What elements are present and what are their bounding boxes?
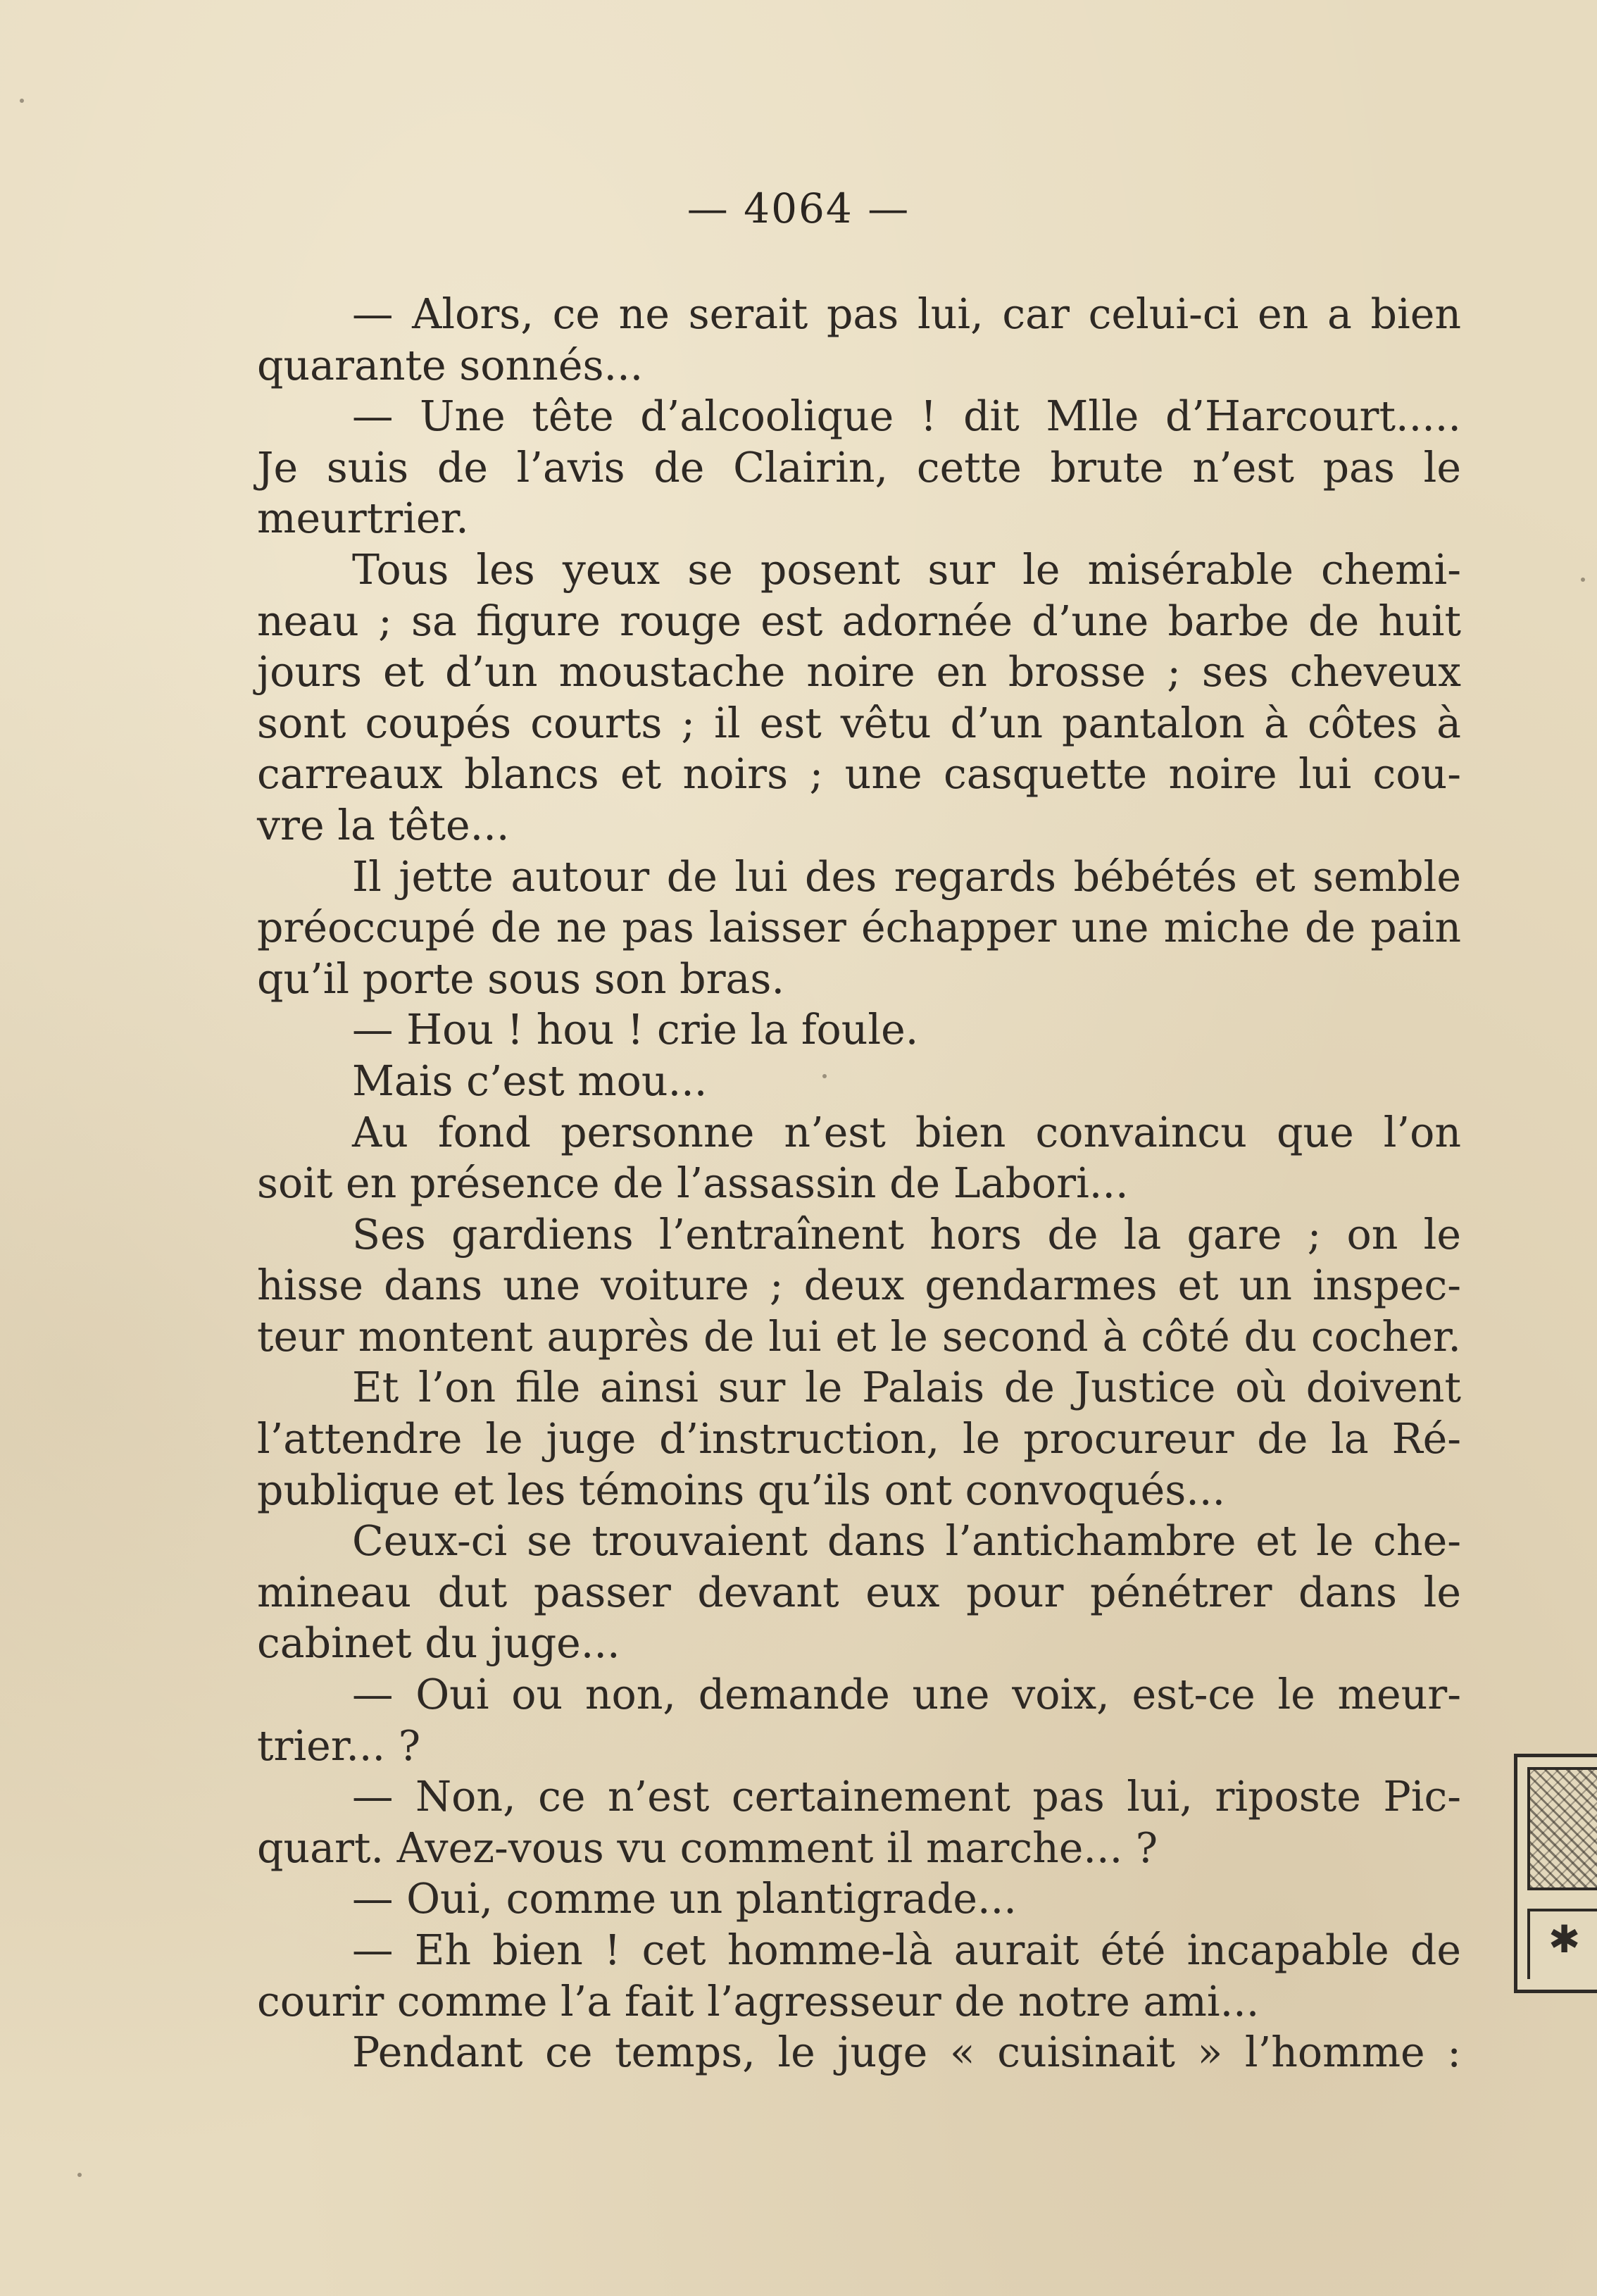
text-line: — Eh bien ! cet homme-là aurait été incapable de	[352, 1926, 1461, 1974]
text-line: Ses gardiens l’entraînent hors de la gare ; on le	[352, 1210, 1461, 1259]
text-line: hisse dans une voiture ; deux gendarmes et un inspec-	[257, 1261, 1461, 1310]
text-line: qu’il porte sous son bras.	[257, 954, 785, 1003]
text-line: — Une tête d’alcoolique ! dit Mlle d’Harcourt.....	[352, 392, 1461, 441]
text-line: Il jette autour de lui des regards bébétés et semble	[352, 852, 1461, 901]
text-line: — Oui ou non, demande une voix, est-ce le meur-	[352, 1671, 1461, 1719]
text-line: Au fond personne n’est bien convaincu que l’on	[352, 1108, 1461, 1156]
paper-speck	[20, 99, 24, 103]
text-line: Tous les yeux se posent sur le misérable chemi-	[352, 545, 1461, 594]
text-line: cabinet du juge...	[257, 1619, 620, 1668]
paper-speck	[822, 1074, 827, 1078]
ornament-stamp	[1514, 1754, 1597, 1993]
text-line: courir comme l’a fait l’agresseur de notre ami...	[257, 1977, 1260, 2026]
text-line: teur montent auprès de lui et le second à côté du cocher.	[257, 1312, 1461, 1361]
text-line: Ceux-ci se trouvaient dans l’antichambre et le che-	[352, 1517, 1461, 1566]
text-line: — Alors, ce ne serait pas lui, car celui-ci en a bien	[352, 290, 1461, 338]
text-line: vre la tête...	[257, 801, 510, 849]
text-line: — Oui, comme un plantigrade...	[352, 1875, 1017, 1923]
text-line: carreaux blancs et noirs ; une casquette noire lui cou-	[257, 750, 1461, 799]
text-line: publique et les témoins qu’ils ont convoqués...	[257, 1466, 1226, 1514]
text-line: — Hou ! hou ! crie la foule.	[352, 1006, 919, 1054]
text-line: Pendant ce temps, le juge « cuisinait » l’homme :	[352, 2028, 1461, 2077]
paper-speck	[77, 2173, 82, 2177]
text-line: Je suis de l’avis de Clairin, cette brute n’est pas le	[257, 443, 1461, 492]
text-line: Mais c’est mou...	[352, 1056, 708, 1105]
text-line: neau ; sa figure rouge est adornée d’une barbe de huit	[257, 597, 1461, 645]
ornament-frame	[1527, 1909, 1597, 1979]
text-line: soit en présence de l’assassin de Labori...	[257, 1159, 1129, 1208]
body-text	[257, 289, 1461, 2078]
text-line: sont coupés courts ; il est vêtu d’un pantalon à côtes à	[257, 699, 1461, 747]
paper-speck	[1581, 578, 1585, 582]
text-line: quarante sonnés...	[257, 341, 644, 389]
text-line: trier... ?	[257, 1721, 421, 1770]
page-number: — 4064 —	[687, 185, 910, 232]
text-line: — Non, ce n’est certainement pas lui, riposte Pic-	[352, 1773, 1461, 1821]
text-line: quart. Avez-vous vu comment il marche... ?	[257, 1823, 1158, 1872]
ornament-pattern	[1527, 1767, 1597, 1890]
text-line: jours et d’un moustache noire en brosse ; ses cheveux	[257, 648, 1461, 697]
text-line: Et l’on file ainsi sur le Palais de Justice où doivent	[352, 1364, 1461, 1412]
text-line: meurtrier.	[257, 494, 469, 543]
text-line: préoccupé de ne pas laisser échapper une miche de pain	[257, 904, 1461, 952]
text-line: mineau dut passer devant eux pour pénétrer dans le	[257, 1568, 1461, 1616]
ornament-star-icon: ✱	[1548, 1917, 1581, 1961]
text-line: l’attendre le juge d’instruction, le procureur de la Ré-	[257, 1415, 1461, 1464]
